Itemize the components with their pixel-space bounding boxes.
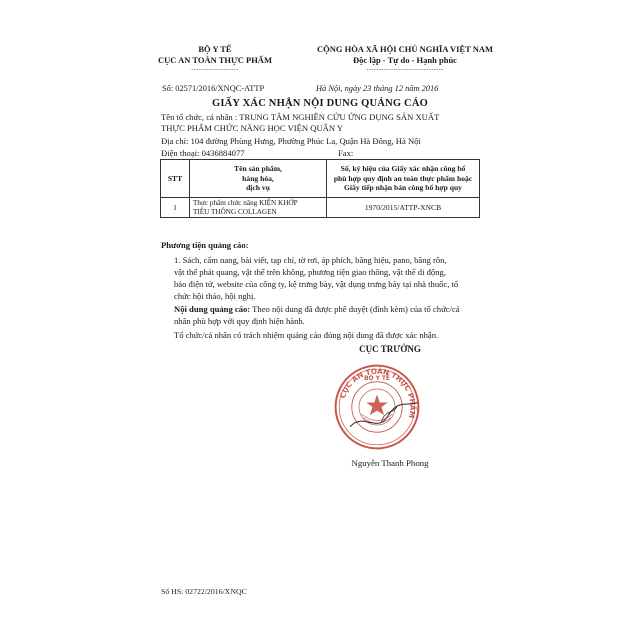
header-cert: Số, ký hiệu của Giấy xác nhận công bố phù hợp quy định an toàn thực phẩm hoặc Giấy tiếp nhận bản công bố hợp quy — [327, 160, 480, 198]
national-motto: Độc lập - Tự do - Hạnh phúc — [353, 55, 457, 65]
content-line1: Nội dung quảng cáo: Theo nội dung đã được phê duyệt (đính kèm) của tổ chức/cá — [174, 304, 460, 314]
means-line: báo điện tử, website của công ty, kệ trưng bày, vật dụng trưng bày tại nhà thuốc, tổ — [174, 279, 459, 289]
svg-text:BỘ Y TẾ: BỘ Y TẾ — [364, 376, 390, 382]
row-stt: 1 — [161, 198, 190, 218]
official-stamp — [332, 362, 422, 457]
signer-role: CỤC TRƯỞNG — [359, 344, 421, 354]
means-heading: Phương tiện quảng cáo: — [161, 240, 249, 250]
header-right — [295, 44, 515, 74]
header-stt: STT — [161, 160, 190, 198]
table-header-row — [161, 160, 480, 198]
row-product: Thực phẩm chức năng KIỆN KHỚP TIÊU THÔNG COLLAGEN — [190, 198, 327, 218]
table-row — [161, 198, 480, 218]
content-line2: nhân phù hợp với quy định hiện hành. — [174, 316, 305, 326]
svg-text:CỤC AN TOÀN THỰC PHẨM: CỤC AN TOÀN THỰC PHẨM — [338, 366, 418, 419]
official-stamp-icon — [332, 362, 422, 452]
header-left-separator: ------------------- — [191, 67, 239, 73]
means-line: 1. Sách, cẩm nang, bài viết, tạp chí, tờ rơi, áp phích, băng hiệu, pano, băng rôn, — [174, 255, 447, 265]
organization-fax: Fax: — [338, 148, 354, 158]
organization-phone: Điện thoại: 0436884077 — [161, 148, 245, 158]
country-name: CỘNG HÒA XÃ HỘI CHỦ NGHĨA VIỆT NAM — [316, 44, 494, 54]
organization-line1: Tên tổ chức, cá nhân : TRUNG TÂM NGHIÊN CỨU ỨNG DỤNG SẢN XUẤT — [161, 112, 440, 122]
header-right-separator: ------------------------------- — [366, 67, 444, 73]
doc-number: Số: 02571/2016/XNQC-ATTP — [162, 84, 265, 93]
ministry-name: BỘ Y TẾ — [198, 44, 232, 54]
means-line: chức hội thảo, hội nghị. — [174, 291, 256, 301]
content-line3: Tổ chức/cá nhân có trách nhiệm quảng cáo đúng nội dung đã được xác nhận. — [174, 330, 439, 340]
signer-name: Nguyễn Thanh Phong — [351, 458, 429, 468]
header-product: Tên sản phẩm, hàng hóa, dịch vụ — [190, 160, 327, 198]
place-date: Hà Nội, ngày 23 tháng 12 năm 2016 — [316, 84, 439, 93]
document-title: GIẤY XÁC NHẬN NỘI DUNG QUẢNG CÁO — [211, 98, 428, 109]
organization-address: Địa chỉ: 104 đường Phùng Hưng, Phường Phúc La, Quận Hà Đông, Hà Nội — [161, 136, 421, 146]
means-line: vật thể phát quang, vật thể trên không, phương tiện giao thông, vật thể di động, — [174, 267, 446, 277]
hs-number: Số HS: 02722/2016/XNQC — [161, 587, 247, 596]
organization-line2: THỰC PHẨM CHỨC NĂNG HỌC VIỆN QUÂN Y — [161, 123, 344, 133]
row-cert: 1970/2015/ATTP-XNCB — [327, 198, 480, 218]
agency-name: CỤC AN TOÀN THỰC PHẨM — [158, 55, 272, 65]
content-label: Nội dung quảng cáo: — [174, 304, 251, 314]
header-left — [140, 44, 290, 74]
registration-table — [160, 159, 480, 218]
